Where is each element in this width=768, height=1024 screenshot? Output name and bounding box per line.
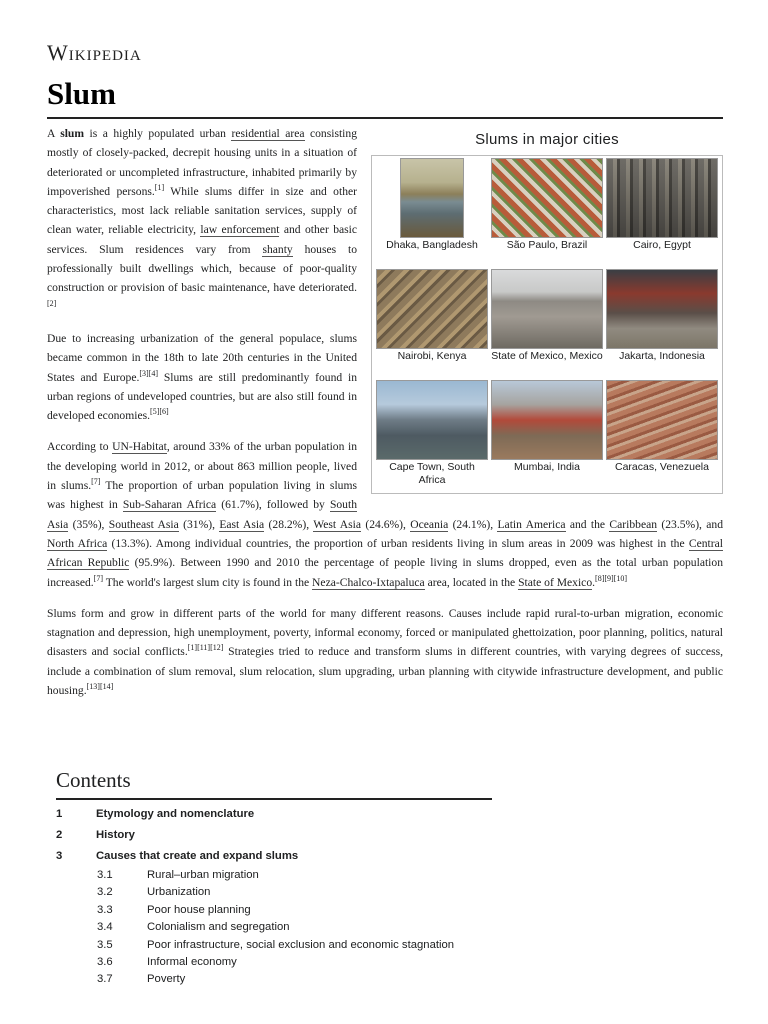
- toc-number: 3.1: [97, 869, 113, 881]
- toc-label: Causes that create and expand slums: [96, 850, 299, 862]
- text: Strategies tried to reduce and transform slums in different countries, with varying degrees of success, include a combination of slum removal, slum relocation, slum upgrading, urban planning with citywide infrastructure development, and public housing.: [47, 645, 723, 698]
- text: .: [592, 575, 596, 589]
- text: (35%),: [68, 517, 109, 531]
- toc-subitem[interactable]: [56, 971, 492, 988]
- gallery-item[interactable]: [376, 158, 488, 267]
- contents-divider: [56, 798, 492, 800]
- page-title: Slum: [47, 76, 116, 111]
- text: and the: [565, 517, 610, 531]
- logo-text: Wikipedia: [47, 40, 142, 65]
- text: is a highly populated urban: [84, 127, 232, 140]
- text: and other basic services. Slum residences vary from: [47, 223, 358, 256]
- citation-ref[interactable]: [5][6]: [150, 407, 169, 417]
- toc-label: Colonialism and segregation: [147, 921, 290, 934]
- photo-state-of-mexico[interactable]: [491, 269, 603, 349]
- link-west-asia[interactable]: West Asia: [313, 517, 362, 531]
- toc-item[interactable]: [56, 825, 492, 846]
- toc-number: 3: [56, 850, 63, 862]
- link-state-of-mexico[interactable]: State of Mexico: [518, 575, 593, 589]
- link-central-african-republic[interactable]: Central African Republic: [47, 536, 723, 570]
- text: (31%),: [178, 517, 220, 531]
- toc-label: Urbanization: [147, 886, 211, 899]
- toc-label: Etymology and nomenclature: [96, 808, 255, 820]
- link-caribbean[interactable]: Caribbean: [609, 517, 658, 531]
- text: Slums are still predominantly found in urban regions of undeveloped countries, but are also still found in developed economies.: [47, 370, 357, 423]
- toc-subitem[interactable]: [56, 937, 492, 954]
- text: Due to increasing urbanization of the general populace, slums became common in the 18th to late 20th centuries in the United States and Europe.: [47, 331, 357, 384]
- gallery-caption: Cairo, Egypt: [633, 239, 691, 252]
- gallery-item[interactable]: [491, 269, 603, 378]
- link-north-africa[interactable]: North Africa: [47, 536, 108, 550]
- citation-ref[interactable]: [3][4]: [139, 368, 159, 378]
- toc-subitem[interactable]: [56, 884, 492, 901]
- toc-label: Informal economy: [147, 956, 237, 969]
- gallery-caption: Cape Town, South Africa: [389, 461, 475, 487]
- gallery-caption: Jakarta, Indonesia: [619, 350, 705, 363]
- text: consisting mostly of closely-packed, decrepit housing units in a situation of deteriorated or uncompleted infrastructure, inhabited primarily by impoverished persons.: [47, 127, 357, 198]
- title-divider: [47, 117, 723, 119]
- toc-number: 2: [56, 829, 63, 841]
- toc-label: Poor infrastructure, social exclusion and economic stagnation: [147, 938, 455, 951]
- gallery-item[interactable]: [491, 380, 603, 489]
- text: (13.3%). Among individual countries, the proportion of urban residents living in slum areas in 2009 was highest in the: [107, 536, 689, 550]
- citation-ref[interactable]: [1]: [154, 183, 165, 193]
- toc-number: 3.4: [97, 921, 113, 934]
- table-of-contents: [56, 768, 492, 989]
- link-law-enforcement[interactable]: law enforcement: [200, 223, 280, 237]
- link-un-habitat[interactable]: UN-Habitat: [112, 440, 167, 454]
- text: houses to professionally built dwellings which, because of poor-quality construction or provision of basic maintenance, have deteriorated.: [47, 242, 358, 295]
- text: The world's largest slum city is found in the: [103, 575, 313, 589]
- text: (23.5%), and: [657, 517, 724, 531]
- link-latin-america[interactable]: Latin America: [497, 517, 566, 531]
- photo-mumbai[interactable]: [491, 380, 603, 460]
- toc-subitem[interactable]: [56, 867, 492, 884]
- gallery-item[interactable]: [376, 269, 488, 378]
- link-shanty[interactable]: shanty: [262, 242, 293, 256]
- photo-dhaka[interactable]: [400, 158, 464, 238]
- text: , around 33% of the urban population in the developing world in 2012, or about 863 million people, lived in slums.: [47, 440, 357, 493]
- gallery-caption: Nairobi, Kenya: [397, 350, 467, 363]
- toc-number: 3.5: [97, 938, 113, 951]
- citation-ref[interactable]: [13][14]: [86, 682, 114, 692]
- toc-subitem[interactable]: [56, 954, 492, 971]
- gallery-item[interactable]: [376, 380, 488, 489]
- photo-jakarta[interactable]: [606, 269, 718, 349]
- article-body: [47, 124, 723, 712]
- link-oceania[interactable]: Oceania: [410, 517, 449, 531]
- paragraph-causes: [47, 604, 723, 700]
- photo-sao-paulo[interactable]: [491, 158, 603, 238]
- link-east-asia[interactable]: East Asia: [219, 517, 265, 531]
- infobox-title: Slums in major cities: [475, 131, 619, 148]
- infobox-gallery: [371, 124, 723, 494]
- text: While slums differ in size and other characteristics, most lack reliable sanitation services, supply of clean water, reliable electricity,: [47, 184, 357, 237]
- gallery-grid: [371, 155, 723, 494]
- text: A: [47, 127, 61, 140]
- citation-ref[interactable]: [2]: [47, 298, 57, 308]
- link-south-asia[interactable]: South Asia: [47, 498, 357, 531]
- link-neza-chalco-ixtapaluca[interactable]: Neza-Chalco-Ixtapaluca: [312, 575, 425, 589]
- toc-number: 3.6: [97, 956, 113, 969]
- toc-subitem[interactable]: [56, 902, 492, 919]
- citation-ref[interactable]: [7]: [91, 477, 101, 487]
- gallery-caption: São Paulo, Brazil: [506, 239, 588, 252]
- photo-cape-town[interactable]: [376, 380, 488, 460]
- toc-number: 3.3: [97, 903, 113, 916]
- gallery-item[interactable]: [606, 158, 718, 267]
- contents-title: Contents: [56, 768, 131, 792]
- toc-number: 3.7: [97, 973, 113, 986]
- text: (61.7%), followed by: [216, 498, 330, 512]
- photo-caracas[interactable]: [606, 380, 718, 460]
- term-bold: slum: [60, 127, 85, 140]
- toc-item[interactable]: [56, 804, 492, 825]
- toc-subitem[interactable]: [56, 919, 492, 936]
- link-residential-area[interactable]: residential area: [231, 127, 305, 140]
- gallery-caption: State of Mexico, Mexico: [491, 350, 603, 363]
- text: area, located in the: [424, 575, 519, 589]
- gallery-caption: Dhaka, Bangladesh: [386, 239, 478, 252]
- photo-nairobi[interactable]: [376, 269, 488, 349]
- gallery-caption: Mumbai, India: [514, 461, 580, 474]
- photo-cairo[interactable]: [606, 158, 718, 238]
- toc-number: 3.2: [97, 886, 113, 899]
- link-sub-saharan-africa[interactable]: Sub-Saharan Africa: [122, 498, 217, 512]
- citation-ref[interactable]: [7]: [93, 573, 103, 583]
- toc-label: Poor house planning: [147, 903, 251, 916]
- text: Slums form and grow in different parts of the world for many different reasons. Causes include rapid rural-to-urban migration, economic stagnation and depression, high unemployment, poverty, informal economy, forced or manipulated ghettoization, poor planning, politics, natural disasters and social conflicts.: [47, 606, 723, 659]
- text: (95.9%). Between 1990 and 2010 the percentage of people living in slums dropped, even as the total urban population increased.: [47, 556, 724, 589]
- wikipedia-logo[interactable]: [47, 40, 142, 66]
- gallery-item[interactable]: [491, 158, 603, 267]
- toc-label: History: [96, 829, 135, 841]
- citation-ref[interactable]: [8][9][10]: [595, 573, 628, 583]
- gallery-caption: Caracas, Venezuela: [615, 461, 709, 474]
- toc-label: Rural–urban migration: [147, 869, 259, 881]
- toc-number: 1: [56, 808, 63, 820]
- text: (24.6%),: [361, 517, 411, 531]
- text: The proportion of urban population living in slums was highest in: [47, 479, 357, 512]
- text: (28.2%),: [264, 517, 314, 531]
- link-southeast-asia[interactable]: Southeast Asia: [108, 517, 179, 531]
- citation-ref[interactable]: [1][11][12]: [187, 643, 224, 653]
- toc-item[interactable]: [56, 846, 492, 867]
- gallery-item[interactable]: [606, 269, 718, 378]
- toc-label: Poverty: [147, 973, 186, 986]
- text: According to: [47, 440, 113, 454]
- text: (24.1%),: [448, 517, 498, 531]
- gallery-item[interactable]: [606, 380, 718, 489]
